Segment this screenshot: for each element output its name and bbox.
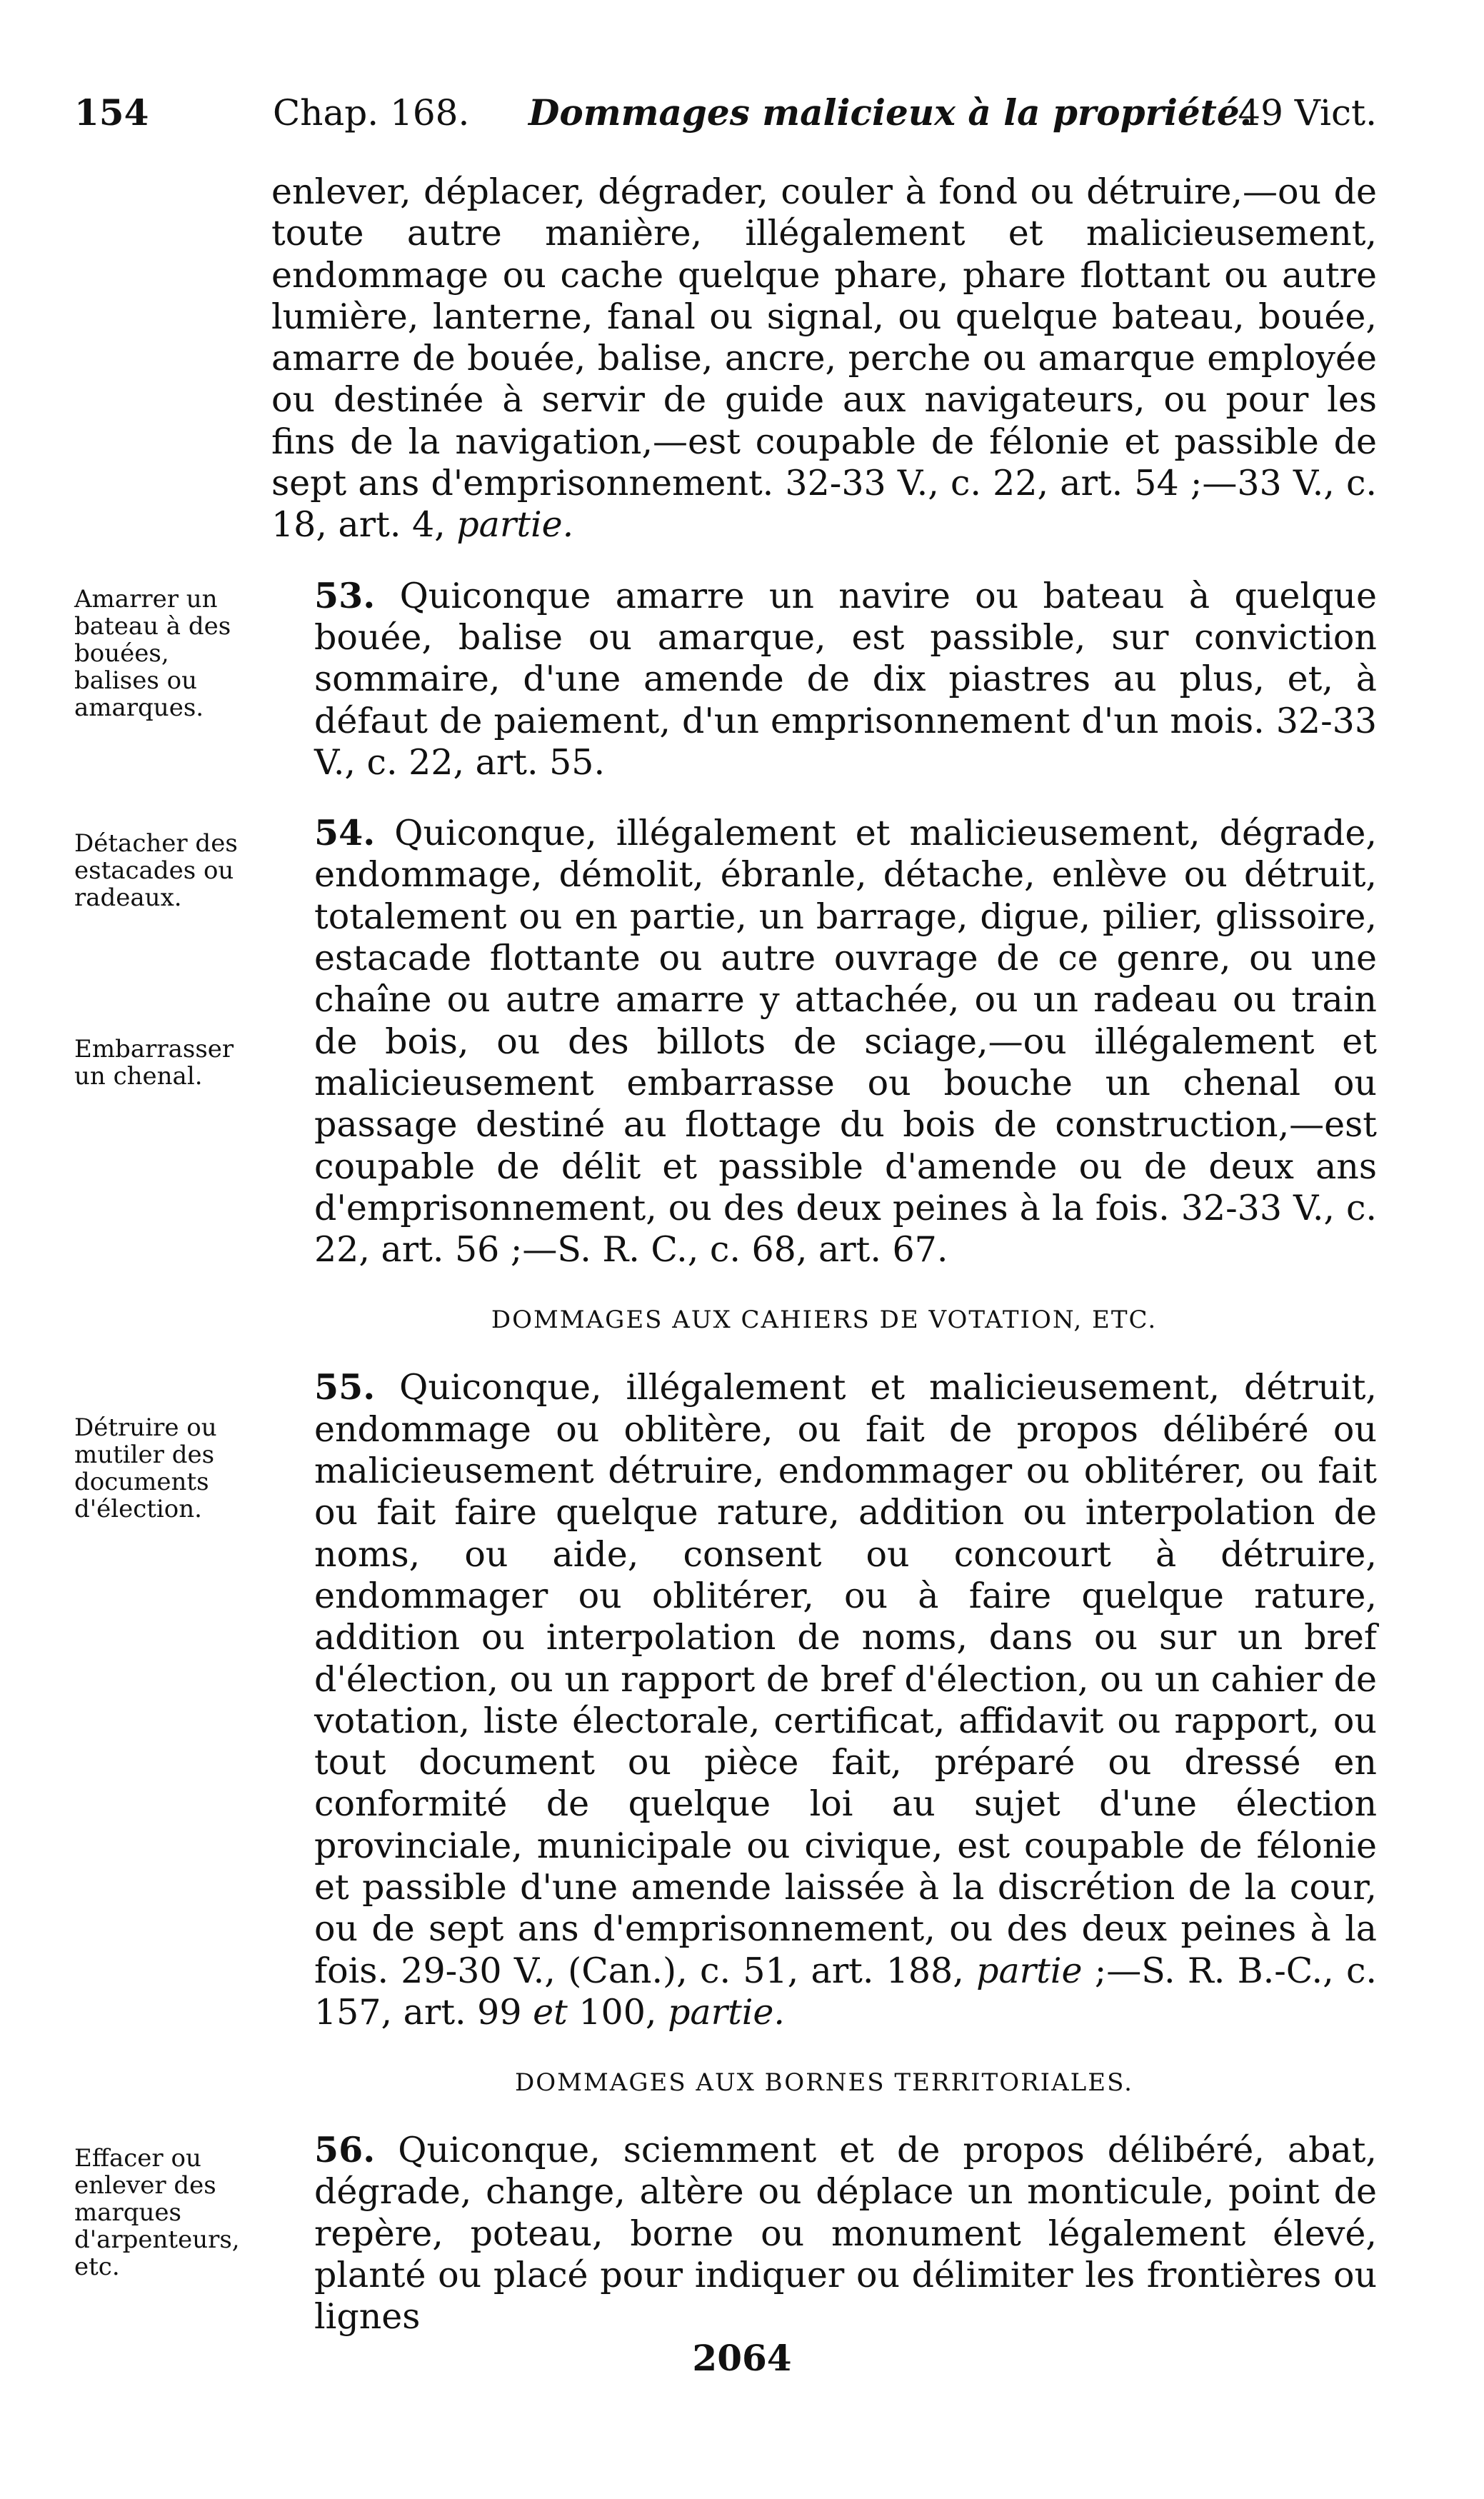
margin-note-54: Détacher des estacades ou radeaux. (74, 829, 238, 912)
section-number: 54. (314, 812, 376, 854)
section-heading-votation: DOMMAGES AUX CAHIERS DE VOTATION, ETC. (491, 1306, 1158, 1335)
running-title: Dommages malicieux à la propriété. (528, 91, 1253, 134)
body-text (271, 171, 1377, 2338)
page-number: 154 (74, 91, 149, 134)
section-heading-bornes: DOMMAGES AUX BORNES TERRITORIALES. (515, 2068, 1133, 2098)
margin-note-54b: Embarrasser un chenal. (74, 1035, 234, 1091)
paragraph-52-continued: enlever, déplacer, dégrader, couler à fond ou détruire,—ou de toute autre manière, illégalement et malicieusement, endommage ou cache quelque phare, phare flottant ou autre lumière, lanterne, fanal ou signal, ou quelque bateau, bouée, amarre de bouée, balise, ancre, perche ou amarque employée ou destinée à servir de guide aux navigateurs, ou pour les fins de la navigation,—est coupable de félonie et passible de sept ans d'emprisonnement. 32-33 V., c. 22, art. 54 ;—33 V., c. 18, art. 4, partie. (271, 171, 1377, 546)
running-header (0, 84, 1484, 141)
chapter-label: Chap. 168. (273, 92, 470, 134)
section-55: 55. Quiconque, illégalement et malicieusement, détruit, endommage ou oblitère, ou fait de propos délibéré ou malicieusement détruire, endommager ou oblitérer, ou fait ou fait faire quelque rature, addition ou interpolation de noms, ou aide, consent ou concourt à détruire, endommager ou oblitérer, ou à faire quelque rature, addition ou interpolation de noms, dans ou sur un bref d'élection, ou un rapport de bref d'élection, ou un cahier de votation, liste électorale, certificat, affidavit ou rapport, ou tout document ou pièce fait, préparé ou dressé en conformité de quelque loi au sujet d'une élection provinciale, municipale ou civique, est coupable de félonie et passible d'une amende laissée à la discrétion de la cour, ou de sept ans d'emprisonnement, ou des deux peines à la fois. 29-30 V., (Can.), c. 51, art. 188, partie ;—S. R. B.-C., c. 157, art. 99 et 100, partie. (314, 1366, 1377, 2033)
section-number: 55. (314, 1366, 376, 1408)
margin-note-53: Amarrer un bateau à des bouées, balises ou amarques. (74, 585, 231, 722)
section-number: 56. (314, 2129, 376, 2171)
section-54: 54. Quiconque, illégalement et malicieusement, dégrade, endommage, démolit, ébranle, détache, enlève ou détruit, totalement ou en partie, un barrage, digue, pilier, glissoire, estacade flottante ou autre ouvrage de ce genre, ou une chaîne ou autre amarre y attachée, ou un radeau ou train de bois, ou des billots de sciage,—ou illégalement et malicieusement embarrasse ou bouche un chenal ou passage destiné au flottage du bois de construction,—est coupable de délit et passible d'amende ou de deux ans d'emprisonnement, ou des deux peines à la fois. 32-33 V., c. 22, art. 56 ;—S. R. C., c. 68, art. 67. (314, 812, 1377, 1271)
section-53: 53. Quiconque amarre un navire ou bateau à quelque bouée, balise ou amarque, est passible, sur conviction sommaire, d'une amende de dix piastres au plus, et, à défaut de paiement, d'un emprisonnement d'un mois. 32-33 V., c. 22, art. 55. (314, 574, 1377, 783)
section-56: 56. Quiconque, sciemment et de propos délibéré, abat, dégrade, change, altère ou déplace un monticule, point de repère, poteau, borne ou monument légalement élevé, planté ou placé pour indiquer ou délimiter les frontières ou lignes (314, 2129, 1377, 2338)
section-number: 53. (314, 574, 376, 616)
regnal-year: 49 Vict. (1238, 92, 1377, 134)
footer-number: 2064 (692, 2337, 792, 2379)
margin-note-56: Effacer ou enlever des marques d'arpenteurs, etc. (74, 2144, 240, 2281)
margin-note-55: Détruire ou mutiler des documents d'élection. (74, 1413, 217, 1523)
